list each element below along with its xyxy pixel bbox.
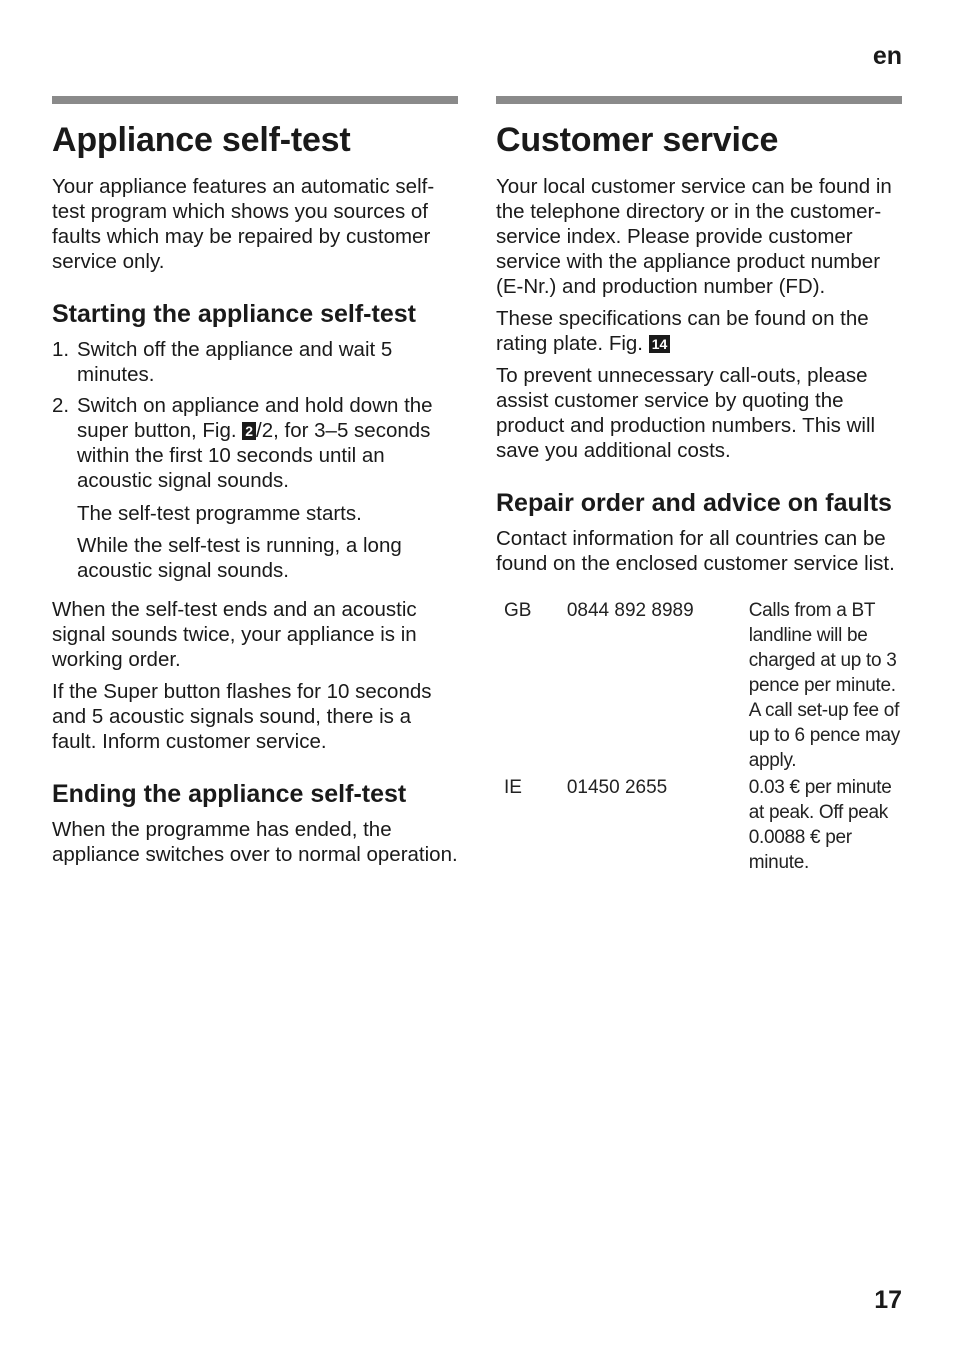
step-item [52, 337, 458, 387]
call-rate-note: 0.03 € per minute at peak. Off peak 0.0088 € per minute. [748, 777, 892, 873]
intro-paragraph: Your appliance features an automatic self-test program which shows you sources of faults which may be repaired by customer service only. [52, 175, 435, 273]
section-title: Appliance self-test [52, 121, 351, 159]
figure-reference-badge: 2 [242, 422, 256, 440]
paragraph: When the self-test ends and an acoustic signal sounds twice, your appliance is in working order. [52, 598, 417, 671]
country-code: GB [504, 600, 532, 621]
paragraph: Your local customer service can be found in the telephone directory or in the customer-service index. Please provide customer service with the appliance product number (E-Nr.) and production number (FD). [496, 175, 892, 298]
paragraph-text: These specifications can be found on the rating plate. Fig. [496, 307, 869, 355]
phone-number: 01450 2655 [566, 777, 668, 798]
paragraph: Contact information for all countries can be found on the enclosed customer service list. [496, 527, 895, 575]
step-number: 2. [52, 394, 70, 417]
step-number: 1. [52, 338, 70, 361]
section-rule [52, 96, 458, 104]
call-rate-note: Calls from a BT landline will be charged at up to 3 pence per minute. A call set-up fee of up to 6 pence may apply. [748, 600, 900, 771]
language-code: en [872, 42, 902, 70]
table-row [496, 775, 902, 877]
step-text: Switch off the appliance and wait 5 minutes. [77, 338, 393, 386]
country-code: IE [504, 777, 522, 798]
paragraph: When the programme has ended, the appliance switches over to normal operation. [52, 818, 458, 866]
appliance-self-test-section [52, 96, 458, 874]
step-text: Switch on appliance and hold down the super button, Fig. [77, 394, 433, 442]
paragraph [496, 306, 902, 356]
step-result: The self-test programme starts. [77, 502, 362, 525]
starting-heading: Starting the appliance self-test [52, 300, 416, 328]
step-text-continued: /2, for 3–5 seconds within the first 10 seconds until an acoustic signal sounds. [77, 419, 431, 492]
contact-table [496, 598, 902, 877]
repair-heading: Repair order and advice on faults [496, 489, 892, 517]
section-rule [496, 96, 902, 104]
paragraph: If the Super button flashes for 10 seconds and 5 acoustic signals sound, there is a fault. Inform customer service. [52, 680, 432, 753]
step-result: While the self-test is running, a long acoustic signal sounds. [77, 534, 402, 582]
section-title: Customer service [496, 121, 779, 159]
customer-service-section [496, 96, 902, 877]
step-item [52, 393, 458, 493]
table-row [496, 598, 902, 775]
paragraph: To prevent unnecessary call-outs, please assist customer service by quoting the product and production numbers. This will save you additional costs. [496, 364, 876, 462]
page-number: 17 [874, 1286, 902, 1314]
steps-list [52, 337, 458, 493]
ending-heading: Ending the appliance self-test [52, 780, 407, 808]
figure-reference-badge: 14 [649, 335, 671, 353]
phone-number: 0844 892 8989 [566, 600, 694, 621]
